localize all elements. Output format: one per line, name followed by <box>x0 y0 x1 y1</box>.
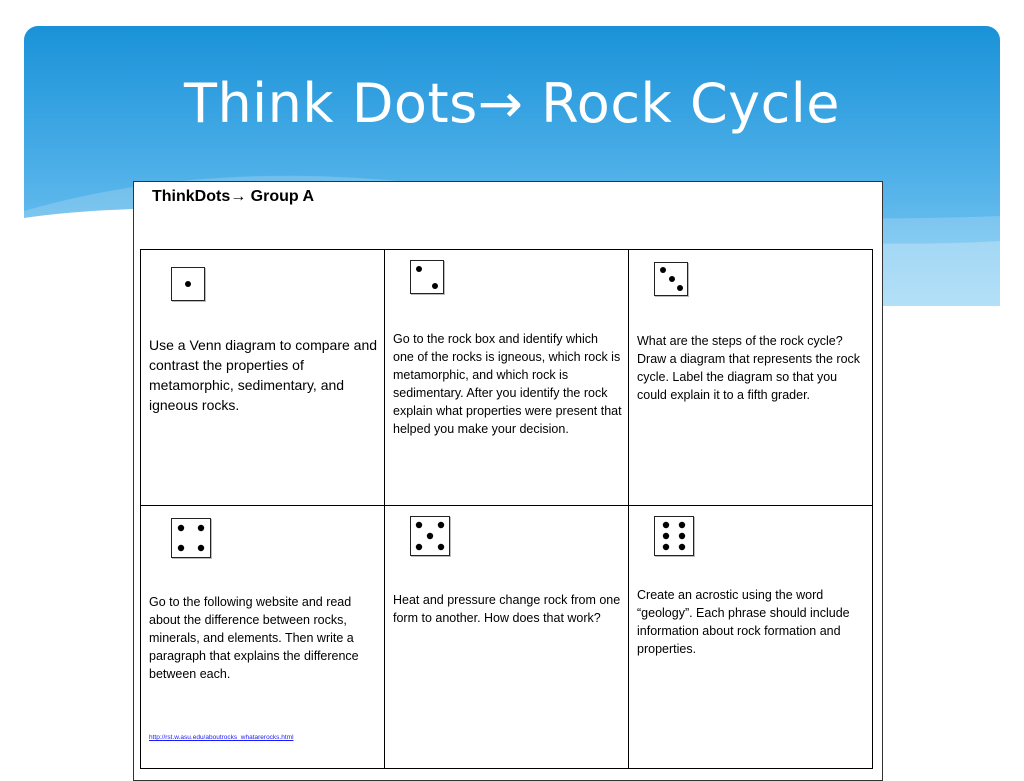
cell-two-dots <box>385 250 629 506</box>
die-four-dots-icon <box>171 518 211 558</box>
document-heading: ThinkDots→ Group A <box>152 188 315 205</box>
die-three-dots-icon <box>654 262 688 296</box>
die-five-dots-icon <box>410 516 450 556</box>
think-dots-grid <box>140 249 873 769</box>
cell-two-dots-text: Go to the rock box and identify which one of the rocks is igneous, which rock is metamorphic, and which rock is sedimentary. After you identify the rock explain what properties were present that helped you make your decision. <box>393 332 622 436</box>
cell-six-dots <box>629 506 873 769</box>
cell-five-dots-text: Heat and pressure change rock from one form to another. How does that work? <box>393 593 621 625</box>
cell-five-dots <box>385 506 629 769</box>
cell-four-dots-text: Go to the following website and read about the difference between rocks, minerals, and elements. Then write a paragraph that explains the difference between each. <box>149 595 359 681</box>
die-two-dots-icon <box>410 260 444 294</box>
cell-four-dots <box>141 506 385 769</box>
cell-three-dots-text: What are the steps of the rock cycle? Draw a diagram that represents the rock cycle. Label the diagram so that you could explain it to a fifth grader. <box>637 334 861 402</box>
slide-title: Think Dots→ Rock Cycle <box>183 72 841 135</box>
die-one-dot-icon <box>171 267 205 301</box>
rocks-website-link[interactable]: http://rst.w.asu.edu/aboutrocks_whatarerocks.html <box>149 734 294 741</box>
cell-six-dots-text: Create an acrostic using the word “geology”. Each phrase should include information about rock formation and properties. <box>637 588 850 656</box>
die-six-dots-icon <box>654 516 694 556</box>
cell-one-dot <box>141 250 385 506</box>
think-dots-document <box>133 181 883 781</box>
cell-one-dot-text: Use a Venn diagram to compare and contrast the properties of metamorphic, sedimentary, and igneous rocks. <box>149 337 378 413</box>
cell-three-dots <box>629 250 873 506</box>
